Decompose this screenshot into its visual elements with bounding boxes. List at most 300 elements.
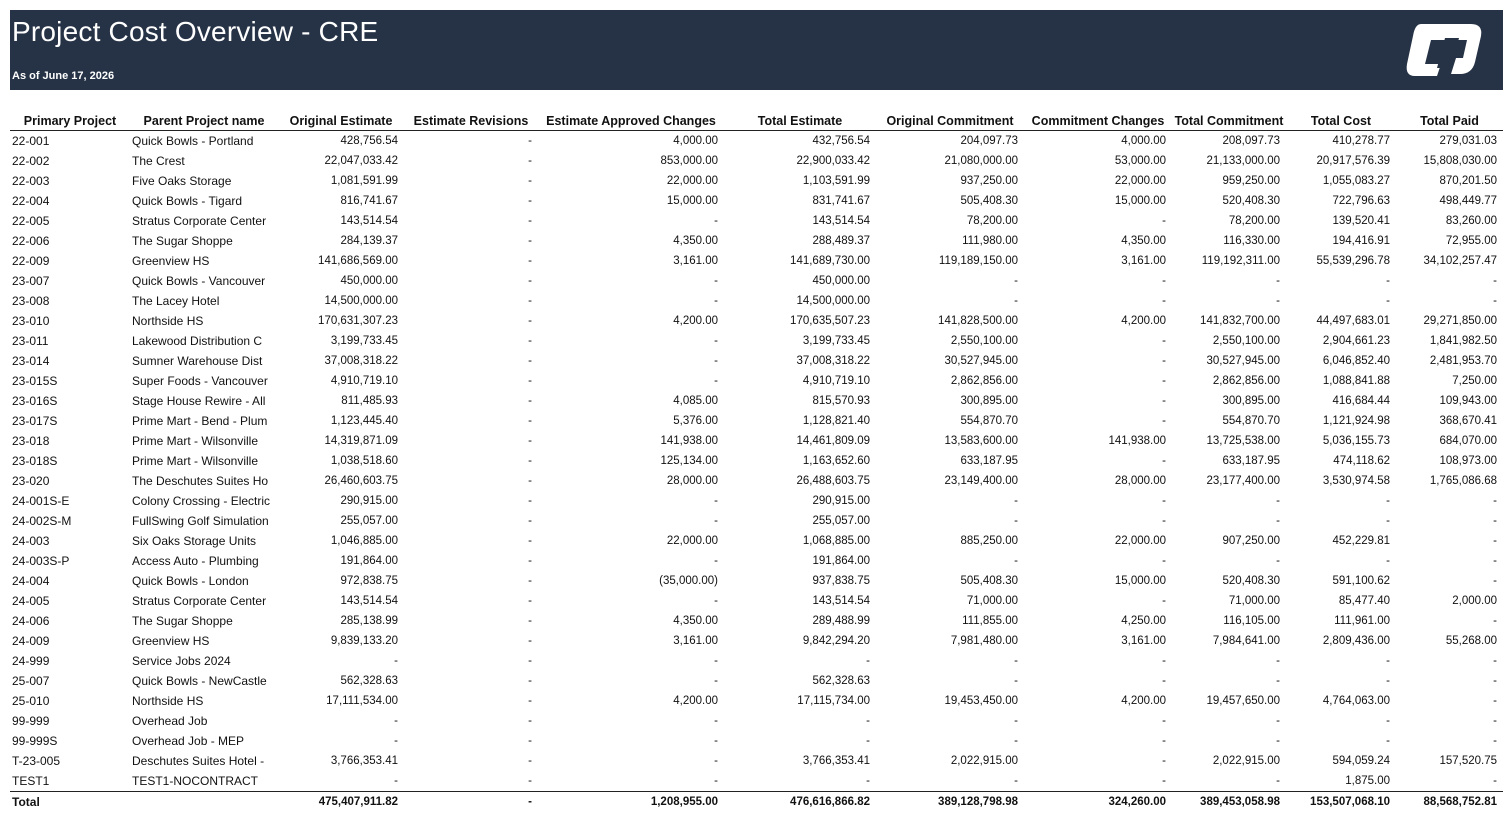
cell-estimate-revisions: - [528, 715, 532, 727]
cell-total-cost: 20,917,576.39 [1316, 155, 1390, 167]
cell-parent-project-name: Greenview HS [132, 634, 210, 648]
cell-estimate-approved-changes: - [714, 515, 718, 527]
cell-total-paid: - [1493, 535, 1497, 547]
cell-total-commitment: - [1276, 295, 1280, 307]
cell-total-estimate: 4,910,719.10 [802, 375, 870, 387]
cell-estimate-revisions: - [528, 515, 532, 527]
cell-estimate-revisions: - [528, 375, 532, 387]
column-header: Parent Project name [130, 112, 278, 131]
table-row [10, 571, 1503, 591]
cell-estimate-approved-changes: - [714, 735, 718, 747]
cell-parent-project-name: The Deschutes Suites Ho [132, 474, 269, 488]
cell-total-paid: 109,943.00 [1439, 395, 1497, 407]
cell-primary-project: 22-001 [12, 134, 50, 148]
cell-primary-project: 25-010 [12, 694, 50, 708]
cell-estimate-revisions: - [528, 275, 532, 287]
cell-estimate-approved-changes: - [714, 775, 718, 787]
cell-commitment-changes: - [1162, 355, 1166, 367]
total-total-estimate: 476,616,866.82 [724, 792, 876, 812]
table-row [10, 271, 1503, 291]
cell-total-estimate: 9,842,294.20 [802, 635, 870, 647]
cell-total-cost: 111,961.00 [1334, 615, 1390, 627]
cell-estimate-approved-changes: 4,350.00 [673, 235, 718, 247]
cell-primary-project: 99-999 [12, 714, 50, 728]
cell-original-estimate: 816,741.67 [340, 195, 398, 207]
cell-primary-project: 24-004 [12, 574, 50, 588]
cell-original-estimate: 37,008,318.22 [324, 355, 398, 367]
cell-parent-project-name: The Lacey Hotel [132, 294, 220, 308]
cell-primary-project: 22-005 [12, 214, 50, 228]
cell-estimate-approved-changes: (35,000.00) [659, 575, 718, 587]
cell-estimate-revisions: - [528, 175, 532, 187]
cell-original-estimate: 428,756.54 [340, 135, 398, 147]
cell-total-paid: 83,260.00 [1445, 215, 1497, 227]
cell-commitment-changes: - [1162, 755, 1166, 767]
cell-total-cost: 410,278.77 [1332, 135, 1390, 147]
cell-total-estimate: 1,068,885.00 [802, 535, 870, 547]
cell-primary-project: 23-017S [12, 414, 58, 428]
cell-total-estimate: 26,488,603.75 [796, 475, 870, 487]
cell-estimate-revisions: - [528, 255, 532, 267]
cell-estimate-approved-changes: 4,000.00 [673, 135, 718, 147]
cell-parent-project-name: The Crest [132, 154, 185, 168]
column-header: Total Commitment [1172, 112, 1286, 131]
cell-original-commitment: 111,980.00 [962, 235, 1018, 247]
cell-parent-project-name: Colony Crossing - Electric [132, 494, 271, 508]
table-row [10, 671, 1503, 691]
cell-commitment-changes: - [1162, 495, 1166, 507]
cell-total-paid: 498,449.77 [1439, 195, 1497, 207]
cell-parent-project-name: Quick Bowls - NewCastle [132, 674, 267, 688]
total-original-commitment: 389,128,798.98 [876, 792, 1024, 812]
table-row [10, 651, 1503, 671]
cell-total-estimate: 14,500,000.00 [796, 295, 870, 307]
cell-total-commitment: 119,192,311.00 [1201, 255, 1280, 267]
cell-total-paid: - [1493, 515, 1497, 527]
table-row [10, 551, 1503, 571]
cell-commitment-changes: 4,250.00 [1121, 615, 1166, 627]
cell-total-cost: 1,121,924.98 [1322, 415, 1390, 427]
cell-original-commitment: - [1014, 675, 1018, 687]
cell-estimate-revisions: - [528, 615, 532, 627]
cell-commitment-changes: - [1162, 555, 1166, 567]
cell-total-paid: - [1493, 615, 1497, 627]
cell-total-commitment: 13,725,538.00 [1206, 435, 1280, 447]
cell-total-paid: - [1493, 275, 1497, 287]
total-total-paid: 88,568,752.81 [1396, 792, 1503, 812]
cell-total-estimate: - [866, 655, 870, 667]
cell-total-commitment: 2,022,915.00 [1212, 755, 1280, 767]
cell-original-estimate: 972,838.75 [340, 575, 398, 587]
cell-total-commitment: 7,984,641.00 [1212, 635, 1280, 647]
cell-estimate-revisions: - [528, 575, 532, 587]
cell-total-cost: - [1386, 295, 1390, 307]
cell-parent-project-name: Quick Bowls - Tigard [132, 194, 243, 208]
cell-primary-project: 22-009 [12, 254, 50, 268]
cell-estimate-approved-changes: - [714, 335, 718, 347]
cell-total-cost: - [1386, 715, 1390, 727]
cell-total-commitment: - [1276, 495, 1280, 507]
cell-parent-project-name: Deschutes Suites Hotel - [132, 754, 265, 768]
cell-original-estimate: 14,319,871.09 [324, 435, 398, 447]
cell-original-commitment: 111,855.00 [962, 615, 1018, 627]
cell-total-commitment: 208,097.73 [1222, 135, 1280, 147]
cell-original-commitment: - [1014, 555, 1018, 567]
cell-estimate-revisions: - [528, 335, 532, 347]
cell-total-commitment: 116,330.00 [1223, 235, 1280, 247]
cell-total-estimate: 14,461,809.09 [796, 435, 870, 447]
cell-commitment-changes: 4,000.00 [1121, 135, 1166, 147]
cell-estimate-approved-changes: - [714, 495, 718, 507]
cell-total-estimate: 831,741.67 [812, 195, 870, 207]
cell-total-estimate: 288,489.37 [812, 235, 870, 247]
cell-parent-project-name: Stage House Rewire - All [132, 394, 266, 408]
table-row [10, 471, 1503, 491]
cell-original-commitment: 2,550,100.00 [950, 335, 1018, 347]
cell-commitment-changes: 4,200.00 [1121, 695, 1166, 707]
cell-total-commitment: - [1276, 775, 1280, 787]
cell-original-commitment: - [1014, 495, 1018, 507]
cell-estimate-revisions: - [528, 695, 532, 707]
cell-estimate-approved-changes: 4,350.00 [673, 615, 718, 627]
report-date: As of June 17, 2026 [12, 70, 115, 82]
cell-total-cost: 2,809,436.00 [1322, 635, 1390, 647]
cell-original-estimate: 450,000.00 [340, 275, 398, 287]
cell-total-cost: 5,036,155.73 [1322, 435, 1390, 447]
cell-primary-project: 24-006 [12, 614, 50, 628]
total-row [10, 792, 1503, 812]
cell-commitment-changes: 53,000.00 [1114, 155, 1166, 167]
cell-parent-project-name: Overhead Job - MEP [132, 734, 245, 748]
cell-total-estimate: 37,008,318.22 [796, 355, 870, 367]
table-row [10, 451, 1503, 471]
cell-total-commitment: 19,457,650.00 [1206, 695, 1280, 707]
cell-total-paid: - [1493, 695, 1497, 707]
cell-original-estimate: 143,514.54 [340, 215, 398, 227]
cell-total-cost: - [1386, 555, 1390, 567]
cell-commitment-changes: - [1162, 775, 1166, 787]
cell-total-cost: 1,088,841.88 [1322, 375, 1390, 387]
cell-total-paid: 55,268.00 [1445, 635, 1497, 647]
cell-estimate-approved-changes: 5,376.00 [673, 415, 718, 427]
cell-commitment-changes: - [1162, 295, 1166, 307]
table-row [10, 431, 1503, 451]
cell-original-commitment: - [1014, 295, 1018, 307]
cell-estimate-revisions: - [528, 395, 532, 407]
cell-total-paid: - [1493, 655, 1497, 667]
cell-total-cost: 1,055,083.27 [1322, 175, 1390, 187]
cell-estimate-approved-changes: - [714, 555, 718, 567]
cell-commitment-changes: - [1162, 715, 1166, 727]
column-header: Total Estimate [724, 112, 876, 131]
cell-total-paid: - [1493, 715, 1497, 727]
cell-primary-project: 24-005 [12, 594, 50, 608]
cell-total-cost: 139,520.41 [1332, 215, 1390, 227]
cell-estimate-approved-changes: 22,000.00 [666, 535, 718, 547]
cell-total-estimate: 191,864.00 [812, 555, 870, 567]
table-row [10, 231, 1503, 251]
cell-original-estimate: 285,138.99 [340, 615, 398, 627]
cell-commitment-changes: 141,938.00 [1108, 435, 1166, 447]
cell-total-commitment: 71,000.00 [1228, 595, 1280, 607]
cell-parent-project-name: Access Auto - Plumbing [132, 554, 259, 568]
cell-total-cost: 4,764,063.00 [1322, 695, 1390, 707]
company-logo-icon [1401, 18, 1493, 82]
cell-total-commitment: 116,105.00 [1223, 615, 1280, 627]
cell-original-commitment: 2,022,915.00 [950, 755, 1018, 767]
cell-total-paid: - [1493, 775, 1497, 787]
cell-estimate-revisions: - [528, 415, 532, 427]
table-row [10, 371, 1503, 391]
cell-original-estimate: - [394, 715, 398, 727]
cell-primary-project: 24-001S-E [12, 494, 70, 508]
cell-total-cost: 1,875.00 [1345, 775, 1390, 787]
cell-parent-project-name: Super Foods - Vancouver [132, 374, 268, 388]
table-row [10, 251, 1503, 271]
cell-original-commitment: 505,408.30 [960, 195, 1018, 207]
cell-original-estimate: - [394, 775, 398, 787]
cell-estimate-revisions: - [528, 215, 532, 227]
cell-total-estimate: 1,128,821.40 [802, 415, 870, 427]
total-total-commitment: 389,453,058.98 [1172, 792, 1286, 812]
cell-total-paid: 2,481,953.70 [1429, 355, 1497, 367]
cell-total-paid: 72,955.00 [1445, 235, 1497, 247]
cell-total-estimate: 450,000.00 [812, 275, 870, 287]
cell-primary-project: 22-006 [12, 234, 50, 248]
table-row [10, 391, 1503, 411]
cell-estimate-approved-changes: - [714, 655, 718, 667]
cell-total-cost: 85,477.40 [1338, 595, 1390, 607]
cell-total-cost: - [1386, 515, 1390, 527]
cell-primary-project: 25-007 [12, 674, 50, 688]
cell-original-commitment: 119,189,150.00 [938, 255, 1018, 267]
cell-total-cost: 594,059.24 [1332, 755, 1390, 767]
cell-parent-project-name: Greenview HS [132, 254, 210, 268]
cell-total-paid: - [1493, 495, 1497, 507]
cell-parent-project-name: Prime Mart - Wilsonville [132, 434, 259, 448]
cell-estimate-revisions: - [528, 435, 532, 447]
cell-estimate-revisions: - [528, 135, 532, 147]
cell-total-commitment: 300,895.00 [1222, 395, 1280, 407]
cell-total-commitment: - [1276, 275, 1280, 287]
cell-total-estimate: 3,199,733.45 [802, 335, 870, 347]
table-row [10, 171, 1503, 191]
table-row [10, 131, 1503, 152]
table-header-row [10, 112, 1503, 131]
cell-estimate-approved-changes: 4,085.00 [673, 395, 718, 407]
cell-original-commitment: - [1014, 275, 1018, 287]
cell-total-commitment: 141,832,700.00 [1200, 315, 1280, 327]
cell-total-commitment: - [1276, 715, 1280, 727]
cell-original-commitment: 23,149,400.00 [944, 475, 1018, 487]
cell-original-commitment: 13,583,600.00 [944, 435, 1018, 447]
cell-commitment-changes: 4,350.00 [1121, 235, 1166, 247]
cell-commitment-changes: - [1162, 335, 1166, 347]
cell-parent-project-name: Northside HS [132, 314, 204, 328]
cell-primary-project: 23-020 [12, 474, 50, 488]
cell-total-paid: 684,070.00 [1439, 435, 1497, 447]
column-header: Commitment Changes [1024, 112, 1172, 131]
cell-original-estimate: 284,139.37 [340, 235, 398, 247]
column-header: Primary Project [10, 112, 130, 131]
cell-original-estimate: 143,514.54 [340, 595, 398, 607]
cell-original-commitment: 71,000.00 [966, 595, 1018, 607]
cell-total-paid: 2,000.00 [1452, 595, 1497, 607]
cell-original-commitment: - [1014, 715, 1018, 727]
cell-original-estimate: 290,915.00 [340, 495, 398, 507]
cell-total-paid: 870,201.50 [1439, 175, 1497, 187]
cell-original-commitment: 633,187.95 [960, 455, 1018, 467]
table-row [10, 211, 1503, 231]
table-row [10, 691, 1503, 711]
cell-total-cost: 3,530,974.58 [1322, 475, 1390, 487]
cell-total-cost: 474,118.62 [1333, 455, 1390, 467]
cell-total-paid: 1,841,982.50 [1429, 335, 1497, 347]
cell-parent-project-name: The Sugar Shoppe [132, 614, 233, 628]
cell-total-paid: 108,973.00 [1439, 455, 1497, 467]
cell-total-estimate: 815,570.93 [812, 395, 870, 407]
cell-estimate-approved-changes: - [714, 715, 718, 727]
table-row [10, 351, 1503, 371]
cell-estimate-revisions: - [528, 455, 532, 467]
cell-estimate-approved-changes: - [714, 295, 718, 307]
cell-parent-project-name: Five Oaks Storage [132, 174, 232, 188]
cell-total-commitment: 23,177,400.00 [1206, 475, 1280, 487]
cell-total-estimate: 255,057.00 [812, 515, 870, 527]
cell-estimate-revisions: - [528, 235, 532, 247]
cell-primary-project: 22-002 [12, 154, 50, 168]
cell-total-paid: 15,808,030.00 [1423, 155, 1497, 167]
cell-original-commitment: 19,453,450.00 [944, 695, 1018, 707]
cell-total-cost: - [1386, 655, 1390, 667]
cell-commitment-changes: - [1162, 395, 1166, 407]
cell-original-commitment: - [1014, 775, 1018, 787]
cell-estimate-revisions: - [528, 315, 532, 327]
cell-estimate-approved-changes: 4,200.00 [673, 695, 718, 707]
table-row [10, 771, 1503, 792]
cell-commitment-changes: 28,000.00 [1114, 475, 1166, 487]
cell-total-cost: 194,416.91 [1332, 235, 1390, 247]
cell-total-commitment: 2,862,856.00 [1212, 375, 1280, 387]
cell-original-commitment: 21,080,000.00 [944, 155, 1018, 167]
cell-estimate-approved-changes: - [714, 675, 718, 687]
cell-estimate-approved-changes: 3,161.00 [673, 635, 718, 647]
cell-original-commitment: 937,250.00 [960, 175, 1018, 187]
cell-commitment-changes: - [1162, 515, 1166, 527]
cell-commitment-changes: - [1162, 455, 1166, 467]
cell-total-cost: - [1386, 735, 1390, 747]
cell-total-commitment: 959,250.00 [1222, 175, 1280, 187]
cell-primary-project: 23-008 [12, 294, 50, 308]
cell-primary-project: 23-010 [12, 314, 50, 328]
cell-estimate-revisions: - [528, 155, 532, 167]
cell-total-commitment: 633,187.95 [1222, 455, 1280, 467]
report-header [10, 10, 1503, 90]
cell-original-commitment: - [1014, 735, 1018, 747]
cell-total-commitment: - [1276, 655, 1280, 667]
cell-total-estimate: 22,900,033.42 [796, 155, 870, 167]
table-row [10, 191, 1503, 211]
cell-original-commitment: 554,870.70 [960, 415, 1018, 427]
cell-total-estimate: 1,163,652.60 [802, 455, 870, 467]
cell-estimate-revisions: - [528, 295, 532, 307]
cell-original-commitment: 30,527,945.00 [944, 355, 1018, 367]
cell-primary-project: 22-003 [12, 174, 50, 188]
cell-commitment-changes: - [1162, 675, 1166, 687]
cell-parent-project-name: Service Jobs 2024 [132, 654, 231, 668]
cell-estimate-approved-changes: - [714, 755, 718, 767]
cell-original-estimate: 191,864.00 [340, 555, 398, 567]
cell-original-estimate: 1,123,445.40 [330, 415, 398, 427]
cell-estimate-revisions: - [528, 675, 532, 687]
cell-total-paid: - [1493, 295, 1497, 307]
cell-total-commitment: - [1276, 555, 1280, 567]
table-row [10, 731, 1503, 751]
cell-total-commitment: 520,408.30 [1222, 195, 1280, 207]
cell-total-commitment: - [1276, 515, 1280, 527]
cell-estimate-approved-changes: - [714, 375, 718, 387]
column-header: Original Estimate [278, 112, 404, 131]
cell-total-estimate: 143,514.54 [812, 595, 870, 607]
cell-commitment-changes: 15,000.00 [1114, 575, 1166, 587]
cell-commitment-changes: - [1162, 215, 1166, 227]
cell-parent-project-name: Stratus Corporate Center [132, 214, 267, 228]
cell-commitment-changes: 15,000.00 [1114, 195, 1166, 207]
table-row [10, 711, 1503, 731]
cell-total-commitment: 2,550,100.00 [1212, 335, 1280, 347]
cell-parent-project-name: Lakewood Distribution C [132, 334, 263, 348]
cell-commitment-changes: - [1162, 735, 1166, 747]
cell-parent-project-name: Sumner Warehouse Dist [132, 354, 263, 368]
cell-original-commitment: - [1014, 655, 1018, 667]
cell-total-commitment: 554,870.70 [1222, 415, 1280, 427]
cell-estimate-approved-changes: 853,000.00 [660, 155, 718, 167]
cell-estimate-revisions: - [528, 555, 532, 567]
cell-commitment-changes: - [1162, 595, 1166, 607]
cell-total-cost: 722,796.63 [1332, 195, 1390, 207]
total-estimate-approved-changes: 1,208,955.00 [538, 792, 724, 812]
cell-commitment-changes: 3,161.00 [1121, 635, 1166, 647]
cell-primary-project: 24-009 [12, 634, 50, 648]
cell-primary-project: 23-007 [12, 274, 50, 288]
cell-primary-project: 24-003 [12, 534, 50, 548]
cell-parent-project-name: TEST1-NOCONTRACT [132, 774, 258, 788]
cell-parent-project-name: The Sugar Shoppe [132, 234, 233, 248]
cell-original-estimate: - [394, 655, 398, 667]
cell-primary-project: 23-014 [12, 354, 50, 368]
cell-total-estimate: 289,488.99 [812, 615, 870, 627]
cell-total-cost: 452,229.81 [1332, 535, 1390, 547]
cell-estimate-revisions: - [528, 195, 532, 207]
cell-primary-project: 23-011 [12, 334, 49, 348]
cell-primary-project: 23-018S [12, 454, 58, 468]
cell-original-estimate: 170,631,307.23 [318, 315, 398, 327]
cell-estimate-revisions: - [528, 755, 532, 767]
cell-parent-project-name: Quick Bowls - Portland [132, 134, 254, 148]
cell-primary-project: T-23-005 [12, 754, 61, 768]
cell-original-estimate: 1,038,518.60 [330, 455, 398, 467]
table-row [10, 611, 1503, 631]
cell-parent-project-name: FullSwing Golf Simulation [132, 514, 269, 528]
table-row [10, 591, 1503, 611]
cell-primary-project: 23-015S [12, 374, 58, 388]
total-primary-project: Total [10, 792, 130, 812]
cell-total-commitment: 520,408.30 [1222, 575, 1280, 587]
cell-total-estimate: 3,766,353.41 [802, 755, 870, 767]
cell-parent-project-name: Overhead Job [132, 714, 208, 728]
cell-total-cost: 2,904,661.23 [1322, 335, 1390, 347]
cell-estimate-revisions: - [528, 355, 532, 367]
